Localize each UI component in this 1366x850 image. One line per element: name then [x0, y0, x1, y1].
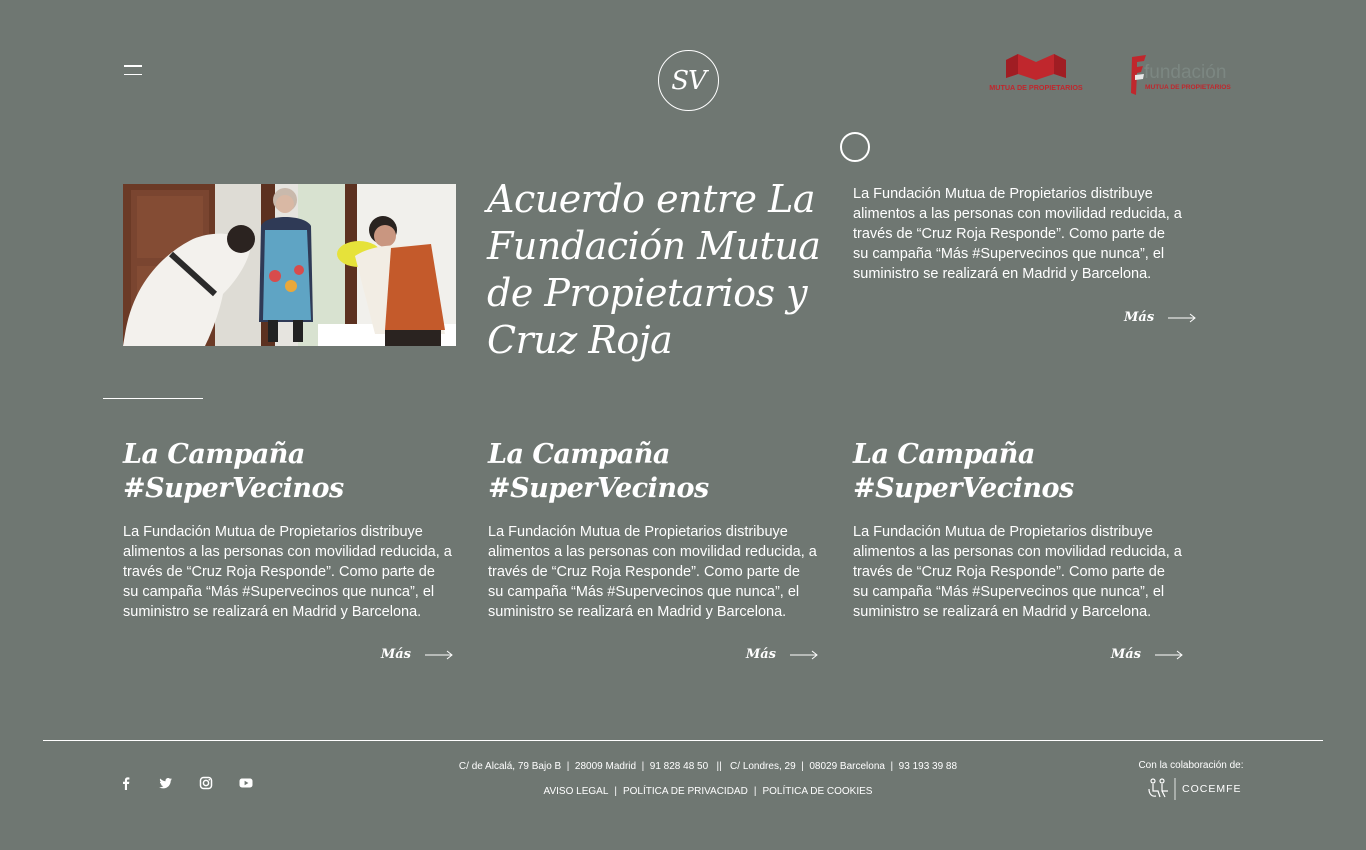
card-more-link[interactable]: [381, 647, 453, 662]
card-text: La Fundación Mutua de Propietarios distribuye alimentos a las personas con movilidad reducida, a través de “Cruz Roja Responde”. Como parte de su campaña “Más #Supervecinos que nunca”, el suministro se realizará en Madrid y Barcelona.: [853, 524, 1182, 620]
cocemfe-logo[interactable]: [1147, 776, 1243, 802]
mutua-logo-text: MUTUA DE PROPIETARIOS: [989, 83, 1083, 92]
facebook-icon[interactable]: [119, 776, 133, 790]
card-text: La Fundación Mutua de Propietarios distribuye alimentos a las personas con movilidad reducida, a través de “Cruz Roja Responde”. Como parte de su campaña “Más #Supervecinos que nunca”, el suministro se realizará en Madrid y Barcelona.: [123, 524, 452, 620]
instagram-icon[interactable]: [199, 776, 213, 790]
fundacion-logo-sub: MUTUA DE PROPIETARIOS: [1145, 84, 1231, 91]
footer-divider: [43, 740, 1323, 741]
youtube-icon[interactable]: [239, 776, 253, 790]
card-more-link[interactable]: [746, 647, 818, 662]
hero-title: Acuerdo entre La Fundación Mutua de Propietarios y Cruz Roja: [487, 177, 821, 362]
menu-icon[interactable]: [124, 65, 142, 77]
legal-notice-link[interactable]: AVISO LEGAL: [543, 786, 609, 797]
menu-bar-bottom: [124, 74, 142, 76]
news-card: [123, 438, 453, 662]
footer-legal-links: [420, 786, 996, 797]
card-more-link[interactable]: [1111, 647, 1183, 662]
legal-separator: |: [614, 786, 617, 797]
hero-more-label: Más: [1124, 310, 1155, 325]
collaboration-label: Con la colaboración de:: [1138, 760, 1244, 771]
hero-more-link[interactable]: [1124, 310, 1196, 325]
hero-image: [123, 184, 456, 346]
menu-bar-top: [124, 65, 142, 67]
card-more-label: Más: [1110, 647, 1141, 662]
cocemfe-person-head-2: [1160, 779, 1164, 783]
card-more-label: Más: [745, 647, 776, 662]
section-divider: [103, 398, 203, 399]
cocemfe-person-head-1: [1151, 779, 1155, 783]
hero-text: La Fundación Mutua de Propietarios distribuye alimentos a las personas con movilidad reducida, a través de “Cruz Roja Responde”. Como parte de su campaña “Más #Supervecinos que nunca”, el suministro se realizará en Madrid y Barcelona.: [853, 186, 1182, 282]
mutua-propietarios-logo[interactable]: [984, 50, 1088, 94]
news-card: [853, 438, 1183, 662]
arrow-right-icon: [1155, 650, 1183, 660]
scroll-indicator[interactable]: [840, 132, 870, 162]
news-card: [488, 438, 818, 662]
twitter-icon[interactable]: [159, 776, 173, 790]
legal-separator: |: [753, 786, 757, 797]
privacy-policy-link[interactable]: POLÍTICA DE PRIVACIDAD: [622, 786, 748, 797]
cookies-policy-link[interactable]: POLÍTICA DE COOKIES: [762, 786, 873, 797]
fundacion-logo[interactable]: [1128, 53, 1240, 99]
footer-address: C/ de Alcalá, 79 Bajo B | 28009 Madrid | 91 828 48 50 || C/ Londres, 29 | 08029 Barcelona | 93 193 39 88: [458, 761, 958, 772]
card-title: La Campaña #SuperVecinos: [123, 439, 344, 504]
fundacion-logo-word: fundación: [1144, 62, 1227, 83]
cocemfe-text: COCEMFE: [1182, 783, 1242, 795]
arrow-right-icon: [425, 650, 453, 660]
card-title: La Campaña #SuperVecinos: [488, 439, 709, 504]
card-title: La Campaña #SuperVecinos: [853, 439, 1074, 504]
card-text: La Fundación Mutua de Propietarios distribuye alimentos a las personas con movilidad reducida, a través de “Cruz Roja Responde”. Como parte de su campaña “Más #Supervecinos que nunca”, el suministro se realizará en Madrid y Barcelona.: [488, 524, 817, 620]
sv-logo[interactable]: SV: [658, 50, 719, 111]
arrow-right-icon: [1168, 313, 1196, 323]
arrow-right-icon: [790, 650, 818, 660]
card-more-label: Más: [380, 647, 411, 662]
